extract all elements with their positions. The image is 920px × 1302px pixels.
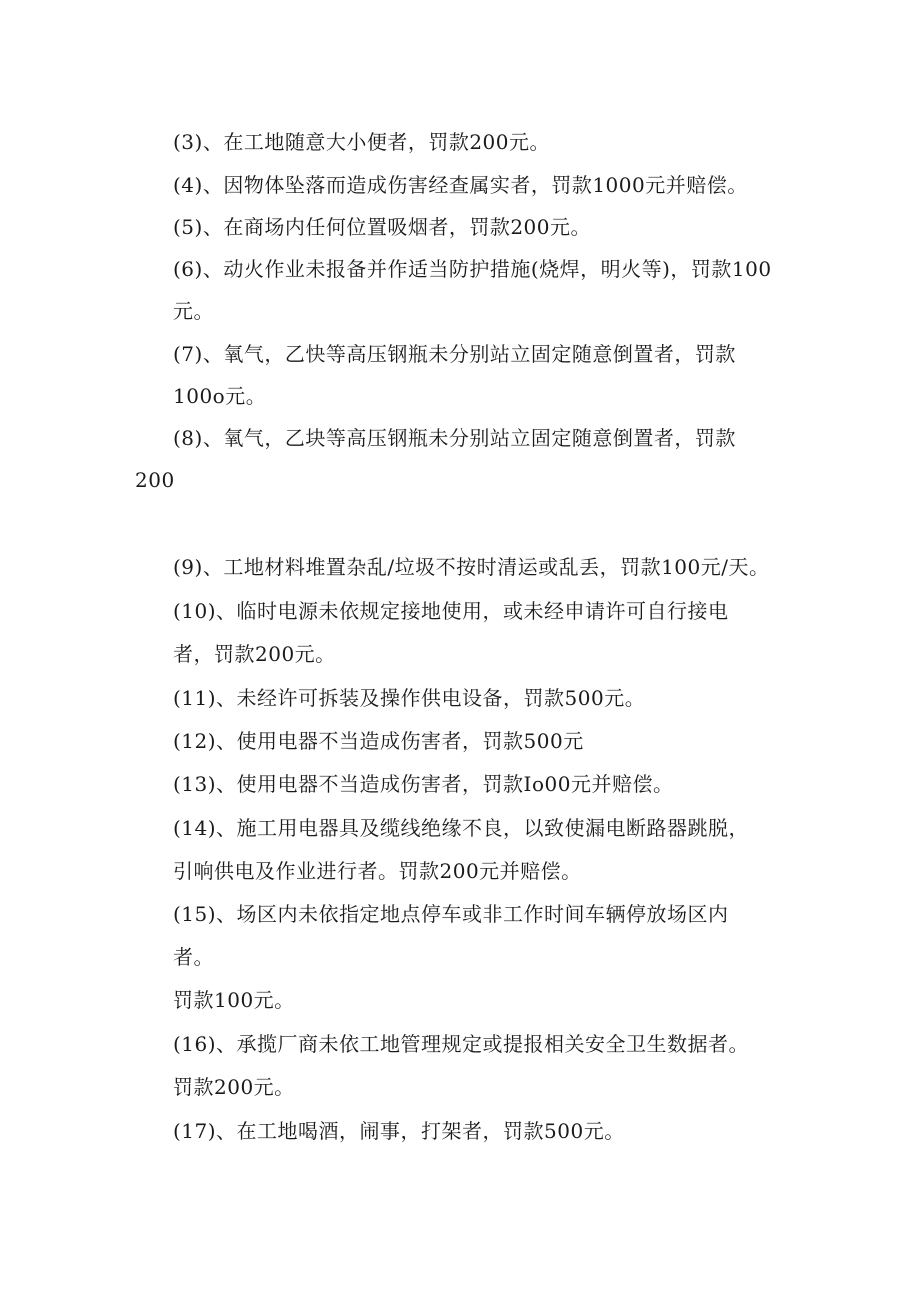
text-line-10: (10)、临时电源未依规定接地使用，或未经申请许可自行接电 [173,599,729,623]
text-line-10-cont: 者，罚款200元。 [173,642,336,666]
text-line-9: (9)、工地材料堆置杂乱/垃圾不按时清运或乱丢，罚款100元/天。 [173,555,770,579]
text-line-8: (8)、氧气，乙块等高压钢瓶未分别站立固定随意倒置者，罚款 [173,426,736,450]
text-line-11: (11)、未经许可拆装及操作供电设备，罚款500元。 [173,686,646,710]
text-line-4: (4)、因物体坠落而造成伤害经查属实者，罚款1000元并赔偿。 [173,173,748,197]
text-line-6: (6)、动火作业未报备并作适当防护措施(烧焊，明火等)，罚款100 [173,257,772,281]
text-line-15: (15)、场区内未依指定地点停车或非工作时间车辆停放场区内 [173,902,729,926]
text-line-7-cont: 100o元。 [173,384,267,408]
text-line-13: (13)、使用电器不当造成伤害者，罚款Io00元并赔偿。 [173,772,674,796]
text-line-8-cont: 200 [135,468,175,492]
text-line-5: (5)、在商场内任何位置吸烟者，罚款200元。 [173,215,592,239]
text-line-16-cont: 罚款200元。 [173,1075,295,1099]
text-line-6-cont: 元。 [173,299,214,323]
text-line-15-fine: 罚款100元。 [173,988,295,1012]
text-line-14-cont: 引响供电及作业进行者。罚款200元并赔偿。 [173,859,582,883]
text-line-12: (12)、使用电器不当造成伤害者，罚款500元 [173,729,584,753]
text-line-15-cont: 者。 [173,945,214,969]
text-line-3: (3)、在工地随意大小便者，罚款200元。 [173,130,551,154]
text-line-14: (14)、施工用电器具及缆线绝缘不良，以致使漏电断路器跳脱， [173,816,750,840]
text-line-7: (7)、氧气，乙快等高压钢瓶未分别站立固定随意倒置者，罚款 [173,342,736,366]
text-line-16: (16)、承揽厂商未依工地管理规定或提报相关安全卫生数据者。 [173,1032,750,1056]
text-line-17: (17)、在工地喝酒，闹事，打架者，罚款500元。 [173,1119,625,1143]
